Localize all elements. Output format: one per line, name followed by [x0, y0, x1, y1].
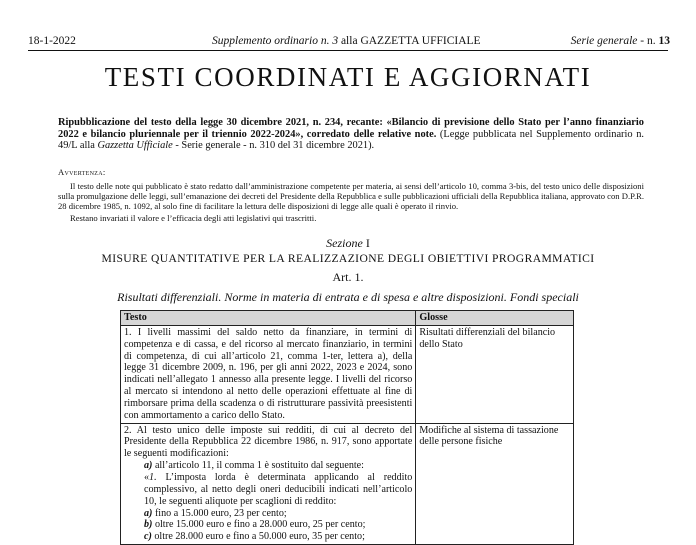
header-publication [212, 34, 481, 48]
table-row [121, 423, 574, 544]
table-cell-gloss: Modifiche al sistema di tassazione delle persone fisiche [416, 423, 574, 544]
header-gazette: GAZZETTA UFFICIALE [360, 35, 481, 47]
table-cell-text [121, 423, 416, 544]
article-number: Art. 1. [332, 270, 364, 284]
section-title: MISURE QUANTITATIVE PER LA REALIZZAZIONE DEGLI OBIETTIVI PROGRAMMATICI [101, 252, 595, 265]
quote-number: 1. [149, 471, 157, 483]
list-item-label: c) [144, 531, 152, 543]
header-divider [28, 50, 668, 51]
section-label: Sezione [326, 236, 363, 250]
notice-label: Avvertenza: [58, 167, 106, 177]
republication-paragraph [58, 117, 644, 152]
header-series [571, 34, 670, 48]
table-header-text: Testo [121, 311, 416, 326]
republication-gazette: Gazzetta Ufficiale [97, 140, 173, 152]
list-item-label: b) [144, 519, 153, 531]
table-cell-text: 1. I livelli massimi del saldo netto da finanziare, in termini di competenza e di cassa, e del ricorso al mercato finanziario, in termini di competenza, di cui all’articolo 21, comma 1-ter, lettera a), della legge 31 dicembre 2009, n. 196, per gli anni 2022, 2023 e 2024, sono indicati nell’allegato 1 annesso alla presente legge. I livelli del ricorso al mercato si intendono al netto delle operazioni effettuate al fine di rimborsare prima della scadenza o di ristrutturare passività preesistenti con ammortamento a carico dello Stato. [121, 325, 416, 423]
quoted-provision [124, 472, 412, 508]
header-series-prefix: - n. [637, 35, 659, 47]
amendment-a-text: all’articolo 11, il comma 1 è sostituito dal seguente: [152, 460, 364, 472]
amendment-a [124, 460, 412, 472]
list-item [124, 519, 412, 531]
paragraph-2-intro: 2. Al testo unico delle imposte sui redditi, di cui al decreto del Presidente della Repubblica 22 dicembre 1986, n. 917, sono apportate le seguenti modificazioni: [124, 424, 413, 460]
notice-paragraph-2: Restano invariati il valore e l’efficacia degli atti legislativi qui trascritti. [70, 213, 317, 223]
table-header-gloss: Glosse [416, 311, 574, 326]
list-item-text: oltre 15.000 euro e fino a 28.000 euro, 25 per cento; [152, 519, 366, 531]
table-cell-gloss: Risultati differenziali del bilancio dello Stato [416, 325, 574, 423]
list-item-text: oltre 28.000 euro e fino a 50.000 euro, 35 per cento; [151, 531, 365, 543]
republication-bold: Ripubblicazione del testo della legge 30 dicembre 2021, n. 234, recante: «Bilancio di previsione dello Stato per l’anno finanziario 2022 e bilancio pluriennale per il triennio 2022-2024», corredato delle relative note. [58, 117, 644, 140]
republication-text-2: - Serie generale - n. 310 del 31 dicembre 2021). [172, 140, 375, 152]
header-connector: alla [338, 35, 361, 47]
header-series-label: Serie generale [570, 35, 638, 47]
list-item-text: fino a 15.000 euro, 23 per cento; [152, 507, 287, 519]
quote-text: L’imposta lorda è determinata applicando al reddito complessivo, al netto degli oneri deducibili indicati nell’articolo 10, le seguenti aliquote per scaglioni di reddito: [144, 471, 413, 507]
list-item [124, 531, 412, 543]
notice-paragraph-1: Il testo delle note qui pubblicato è stato redatto dall’amministrazione competente per materia, ai sensi dell’articolo 10, comma 3-bis, del testo unico delle disposizioni sulla promulgazione delle leggi, sull’emanazione dei decreti del Presidente della Repubblica e sulle pubblicazioni ufficiali della Repubblica italiana, approvato con D.P.R. 28 dicembre 1985, n. 1092, al solo fine di facilitare la lettura delle disposizioni di legge alle quali è operato il rinvio. [58, 181, 644, 211]
page-title: TESTI COORDINATI E AGGIORNATI [104, 62, 592, 92]
amendment-a-label: a) [144, 460, 153, 472]
header-supplement: Supplemento ordinario n. 3 [212, 35, 339, 47]
coordinated-text-table [120, 310, 574, 545]
republication-text-1: (Legge pubblicata nel Supplemento ordinario n. 49/L alla [58, 128, 644, 152]
section-heading [0, 236, 696, 251]
list-item [124, 508, 412, 520]
header-date: 18-1-2022 [28, 35, 76, 47]
list-item-label: a) [144, 507, 153, 519]
table-row [121, 325, 574, 423]
article-title: Risultati differenziali. Norme in materia di entrata e di spesa e altre disposizioni. Fondi speciali [117, 290, 579, 304]
quote-open: « [144, 471, 150, 483]
table-header-row [121, 311, 574, 326]
header-series-number: 13 [658, 35, 670, 47]
section-number: I [362, 236, 370, 250]
